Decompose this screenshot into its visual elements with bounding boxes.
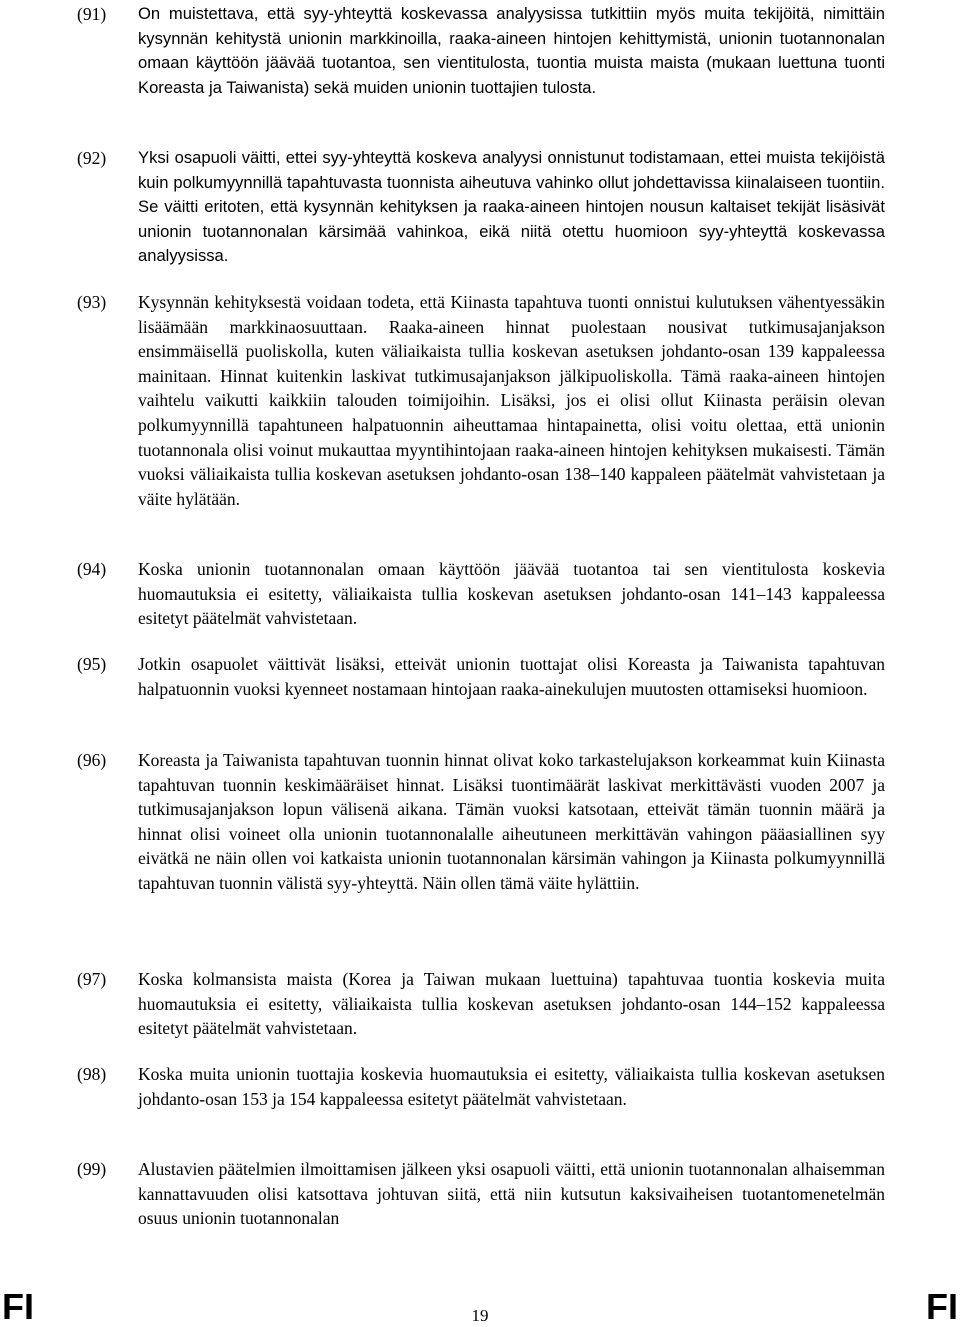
paragraph-text: Koska muita unionin tuottajia koskevia huomautuksia ei esitetty, väliaikaista tullia koskevan asetuksen johdanto-osan 153 ja 154 kappaleessa esitetyt päätelmät vahvistetaan. [138,1064,885,1109]
paragraph-number: (92) [77,148,107,168]
paragraph-text: On muistettava, että syy-yhteyttä koskevassa analyysissa tutkittiin myös muita tekijöitä, nimittäin kysynnän kehitystä unionin markkinoilla, raaka-aineen hintojen kehittymistä, unionin tuotannonalan omaan käyttöön jäävää tuotantoa, sen vientitulosta, tuontia muista maista (mukaan luettuna tuonti Koreasta ja Taiwanista) sekä muiden unionin tuottajien tulosta. [138,4,885,97]
footer-language-code-left: FI [2,1286,34,1327]
paragraph-number: (91) [77,4,107,24]
paragraph-number: (98) [77,1064,107,1084]
paragraph-text: Koska unionin tuotannonalan omaan käyttöön jäävää tuotantoa tai sen vientitulosta koskevia huomautuksia ei esitetty, väliaikaista tullia koskevan asetuksen johdanto-osan 141–143 kappaleessa esitetyt päätelmät vahvistetaan. [138,559,885,629]
paragraph-text: Yksi osapuoli väitti, ettei syy-yhteyttä koskeva analyysi onnistunut todistamaan, ettei muista tekijöistä kuin polkumyynnillä tapahtuvasta tuonnista aiheutuva vahinko ollut johdettavissa kiinalaiseen tuontiin. Se väitti eritoten, että kysynnän kehityksen ja raaka-aineen hintojen nousun kaltaiset tekijät lisäsivät unionin tuotannonalan kärsimää vahinkoa, eikä niitä otettu huomioon syy-yhteyttä koskevassa analyysissa. [138,148,885,266]
paragraph-text: Alustavien päätelmien ilmoittamisen jälkeen yksi osapuoli väitti, että unionin tuotannonalan alhaisemman kannattavuuden olisi katsottava johtuvan siitä, että niin kutsutun kaksivaiheisen tuotantomenetelmän osuus unionin tuotannonalan [138,1159,885,1229]
paragraph-text: Jotkin osapuolet väittivät lisäksi, etteivät unionin tuottajat olisi Koreasta ja Taiwanista tapahtuvan halpatuonnin vuoksi kyenneet nostamaan hintojaan raaka-ainekulujen muutosten ottamiseksi huomioon. [138,654,885,699]
paragraph-number: (93) [77,292,107,312]
paragraph-text: Koska kolmansista maista (Korea ja Taiwan mukaan luettuina) tapahtuvaa tuontia koskevia muita huomautuksia ei esitetty, väliaikaista tullia koskevan asetuksen johdanto-osan 144–152 kappaleessa esitetyt päätelmät vahvistetaan. [138,969,885,1039]
page-number: 19 [471,1306,489,1325]
paragraph-text: Kysynnän kehityksestä voidaan todeta, että Kiinasta tapahtuva tuonti onnistui kulutuksen vähentyessäkin lisäämään markkinaosuuttaan. Raaka-aineen hinnat puolestaan nousivat tutkimusajanjakson ensimmäisellä puoliskolla, kuten väliaikaista tullia koskevan asetuksen johdanto-osan 139 kappaleessa mainitaan. Hinnat kuitenkin laskivat tutkimusajanjakson jälkipuoliskolla. Tämä raaka-aineen hintojen vaihtelu vaikutti kaikkiin talouden toimijoihin. Lisäksi, jos ei olisi ollut Kiinasta peräisin olevan polkumyynnillä tapahtuneen halpatuonnin aiheuttamaa hintapainetta, olisi voitu olettaa, että unionin tuotannonala olisi voinut mukauttaa myyntihintojaan raaka-aineen hintojen kehityksen mukaisesti. Tämän vuoksi väliaikaista tullia koskevan asetuksen johdanto-osan 138–140 kappaleen päätelmät vahvistetaan ja väite hylätään. [138,292,885,509]
paragraph-number: (94) [77,559,107,579]
paragraph-number: (95) [77,654,107,674]
footer-language-code-right: FI [926,1286,958,1327]
paragraph-number: (96) [77,750,107,770]
paragraph-number: (97) [77,969,107,989]
paragraph-number: (99) [77,1159,107,1179]
paragraph-text: Koreasta ja Taiwanista tapahtuvan tuonnin hinnat olivat koko tarkastelujakson korkeammat kuin Kiinasta tapahtuvan tuonnin keskimääräiset hinnat. Lisäksi tuontimäärät laskivat merkittävästi vuoden 2007 ja tutkimusajanjakson lopun välisenä aikana. Tämän vuoksi katsotaan, etteivät tämän tuonnin määrä ja hinnat olisi voineet olla unionin tuotannonalalle aiheutuneen merkittävän vahingon pääasiallinen syy eivätkä ne näin ollen voi katkaista unionin tuotannonalan kärsimän vahingon ja Kiinasta polkumyynnillä tapahtuvan tuonnin välistä syy-yhteyttä. Näin ollen tämä väite hylättiin. [138,750,885,893]
